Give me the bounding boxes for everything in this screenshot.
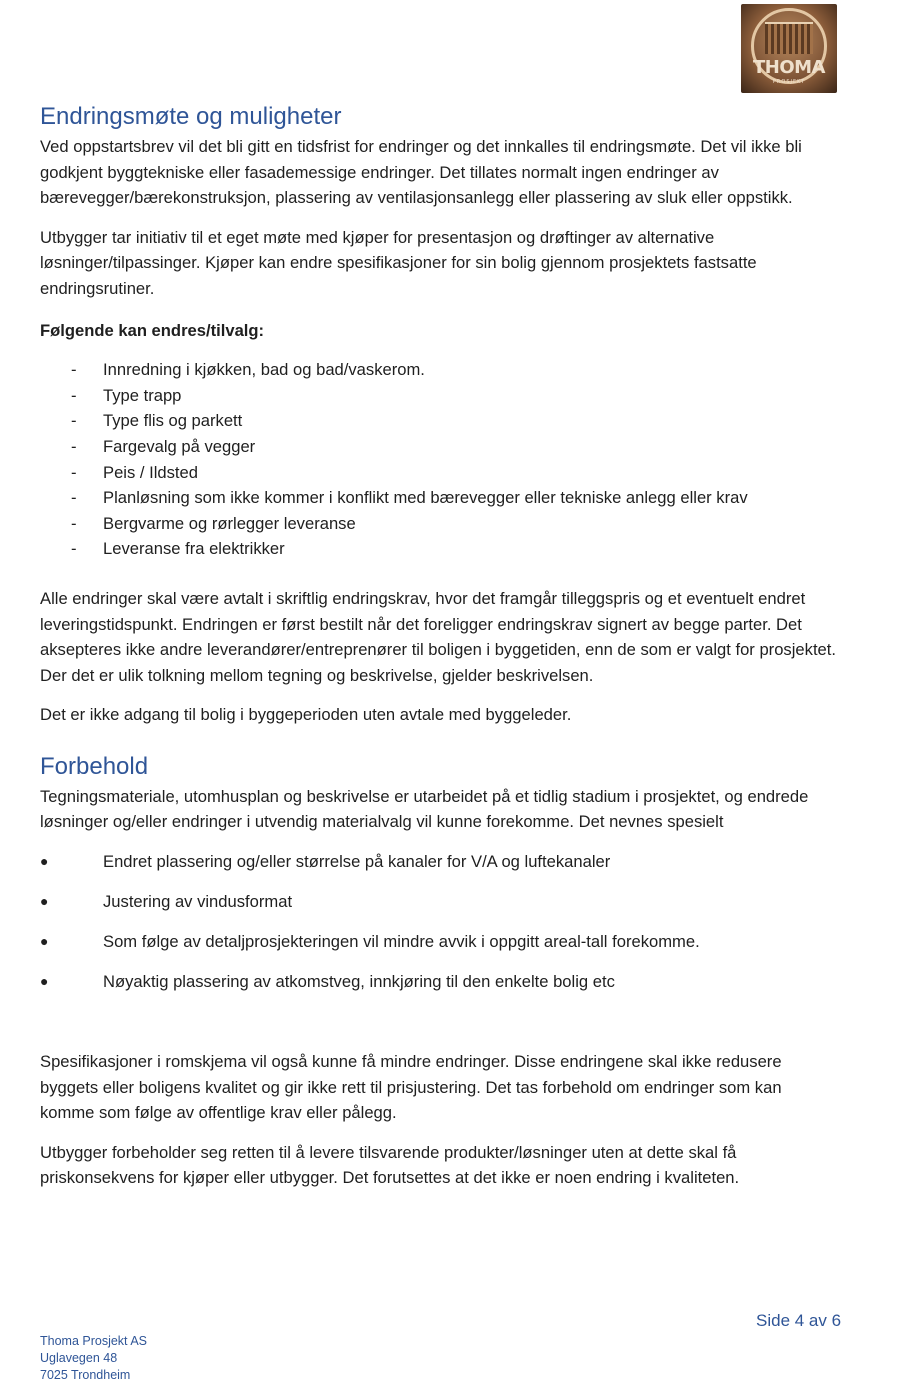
company-logo — [741, 4, 837, 93]
list-item: - Peis / Ildsted — [71, 462, 199, 482]
company-name: Thoma Prosjekt AS — [40, 1334, 147, 1348]
paragraph: Spesifikasjoner i romskjema vil også kunne få mindre endringer. Disse endringene skal ikke redusere byggets eller boligens kvalitet og gir ikke rett til prisjustering. Det tas forbehold om endringer som kan komme som følge av offentlige krav eller pålegg. — [40, 1052, 782, 1123]
reservations-list — [40, 849, 840, 995]
list-item: - Fargevalg på vegger — [71, 436, 256, 456]
list-item: - Bergvarme og rørlegger leveranse — [71, 513, 356, 533]
city-address: 7025 Trondheim — [40, 1368, 131, 1382]
change-options-list — [40, 357, 840, 562]
paragraph: Ved oppstartsbrev vil det bli gitt en tidsfrist for endringer og det innkalles til endringsmøte. Det vil ikke bli godkjent byggtekniske eller fasademessige endringer. Det tillates normalt ingen endringer av bærevegger/bærekonstruksjon, plassering av ventilasjonsanlegg eller plassering av sluk eller oppstikk. — [40, 137, 802, 208]
list-item: - Planløsning som ikke kommer i konflikt med bærevegger eller tekniske anlegg eller krav — [71, 488, 748, 508]
logo-wordmark: THOMA — [753, 57, 825, 78]
list-item: - Leveranse fra elektrikker — [71, 539, 285, 559]
section-heading-forbehold: Forbehold — [40, 752, 149, 780]
paragraph: Det er ikke adgang til bolig i byggeperioden uten avtale med byggeleder. — [40, 705, 572, 725]
list-item: - Type trapp — [71, 385, 182, 405]
logo-house-icon — [765, 22, 813, 54]
page-number: Side 4 av 6 — [756, 1311, 842, 1330]
paragraph: Utbygger tar initiativ til et eget møte med kjøper for presentasjon og drøftinger av alternative løsninger/tilpassinger. Kjøper kan endre spesifikasjoner for sin bolig gjennom prosjektets fastsatte endringsrutiner. — [40, 227, 757, 298]
list-item: - Type flis og parkett — [71, 411, 243, 431]
paragraph: Tegningsmateriale, utomhusplan og beskrivelse er utarbeidet på et tidlig stadium i prosjektet, og endrede løsninger og/eller endringer i utvendig materialvalg vil kunne forekomme. Det nevnes spesielt — [40, 786, 809, 832]
logo-subtext: PROSJEKT — [772, 79, 806, 85]
section-heading-endringsmote: Endringsmøte og muligheter — [40, 103, 342, 130]
list-item: ● Justering av vindusformat — [40, 892, 293, 912]
document-body — [40, 100, 840, 1205]
list-label: Følgende kan endres/tilvalg: — [40, 320, 265, 340]
list-item: - Innredning i kjøkken, bad og bad/vaskerom. — [71, 360, 425, 380]
footer-address — [40, 1333, 147, 1384]
spacer — [40, 1009, 840, 1049]
street-address: Uglavegen 48 — [40, 1351, 118, 1365]
list-item: ● Endret plassering og/eller størrelse på kanaler for V/A og luftekanaler — [40, 852, 611, 872]
paragraph: Utbygger forbeholder seg retten til å levere tilsvarende produkter/løsninger uten at dette skal få priskonsekvens for kjøper eller utbygger. Det forutsettes at det ikke er noen endring i kvaliteten. — [40, 1142, 740, 1188]
paragraph: Alle endringer skal være avtalt i skriftlig endringskrav, hvor det framgår tilleggspris og et eventuelt endret leveringstidspunkt. Endringen er først bestilt når det foreligger endringskrav signert av begge parter. Det aksepteres ikke andre leverandører/entreprenører til boligen i byggetiden, enn de som er valgt for prosjektet. Der det er ulik tolkning mellom tegning og beskrivelse, gjelder beskrivelsen. — [40, 588, 836, 685]
list-item: ● Som følge av detaljprosjekteringen vil mindre avvik i oppgitt areal-tall forekomme. — [40, 932, 700, 952]
list-item: ● Nøyaktig plassering av atkomstveg, innkjøring til den enkelte bolig etc — [40, 972, 615, 992]
